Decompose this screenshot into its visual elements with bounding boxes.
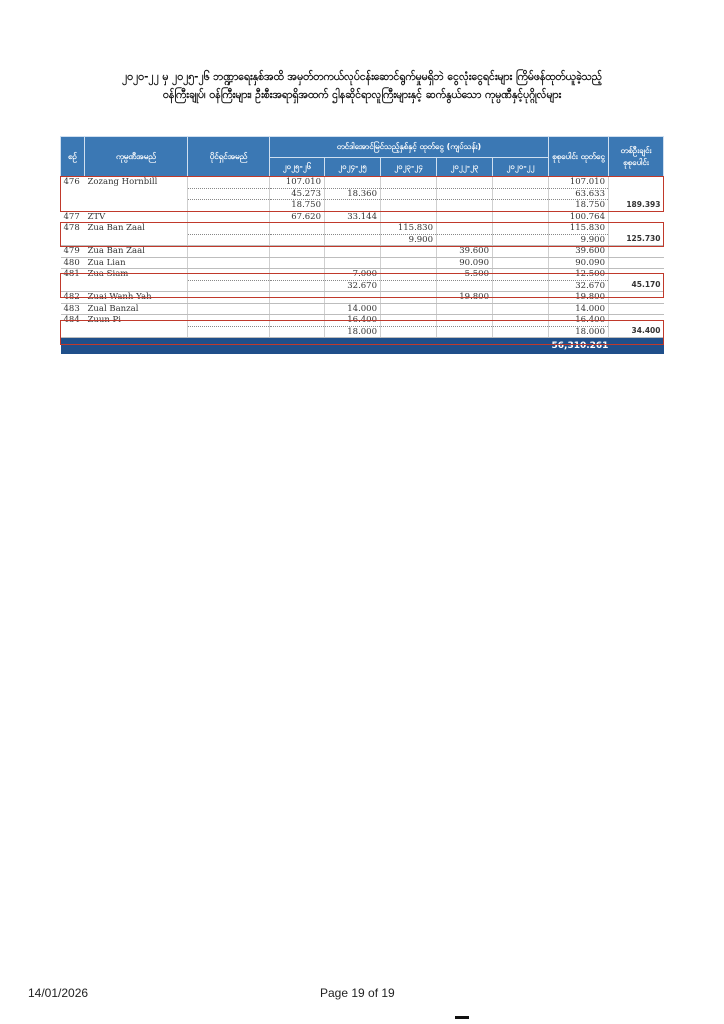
cell-sum: 16.400 <box>549 315 609 327</box>
cell-no: 482 <box>61 292 85 304</box>
cell-sum: 115.830 <box>549 223 609 235</box>
cell-owner <box>188 211 270 223</box>
table-row <box>61 223 664 235</box>
cell-owner <box>188 269 270 281</box>
table-row <box>61 257 664 269</box>
cell-grand <box>609 303 664 315</box>
cell-no: 477 <box>61 211 85 223</box>
cell-grand: 45.170 <box>609 280 664 292</box>
cell-y5 <box>493 211 549 223</box>
cell-y3: 115.830 <box>381 223 437 235</box>
cell-grand <box>609 315 664 327</box>
cell-sum: 14.000 <box>549 303 609 315</box>
cell-company: Zuun Pi <box>87 315 121 326</box>
header-sum: စုစုပေါင်း ထုတ်ငွေ <box>549 137 609 177</box>
cell-y1 <box>270 269 325 281</box>
cell-y1: 18.750 <box>270 200 325 212</box>
table-row <box>61 234 664 246</box>
cell-owner <box>188 315 270 327</box>
cell-y4 <box>437 188 493 200</box>
cell-y4 <box>437 234 493 246</box>
cell-y4 <box>437 200 493 212</box>
grand-total-row <box>61 338 664 355</box>
cell-sum: 107.010 <box>549 177 609 189</box>
cell-y4: 39.600 <box>437 246 493 258</box>
cell-company: ZTV <box>85 211 188 223</box>
cell-y2: 16.400 <box>325 315 381 327</box>
cell-no <box>61 200 85 212</box>
cell-no: 481 <box>63 269 80 280</box>
cell-company <box>85 188 188 200</box>
cell-y2: 33.144 <box>325 211 381 223</box>
cell-y2 <box>325 200 381 212</box>
cell-sum: 63.633 <box>549 188 609 200</box>
cell-y5 <box>493 188 549 200</box>
cell-y2 <box>325 292 381 304</box>
cell-y4: 5.500 <box>437 269 493 281</box>
cell-owner <box>188 234 270 246</box>
cell-y1 <box>270 223 325 235</box>
cell-owner <box>188 188 270 200</box>
cell-y1: 45.273 <box>270 188 325 200</box>
cell-y2: 32.670 <box>325 280 381 292</box>
cell-y5 <box>493 246 549 258</box>
cell-y2 <box>325 246 381 258</box>
table-row <box>61 292 664 304</box>
footer-mark <box>455 1016 469 1019</box>
table-row <box>61 188 664 200</box>
cell-y3: 9.900 <box>381 234 437 246</box>
cell-company: Zuai Wanh Yah <box>85 292 188 304</box>
company-table <box>60 136 664 354</box>
table-row <box>61 246 664 258</box>
cell-company <box>85 326 188 338</box>
cell-company: Zual Banzal <box>85 303 188 315</box>
cell-y3 <box>381 292 437 304</box>
cell-company: Zua Siam <box>87 269 129 280</box>
cell-y4 <box>437 223 493 235</box>
grand-total-spacer <box>61 338 549 355</box>
cell-sum: 19.800 <box>549 292 609 304</box>
cell-company: Zozang Hornbill <box>87 177 158 188</box>
cell-y4 <box>437 177 493 189</box>
cell-owner <box>188 223 270 235</box>
cell-company: Zua Lian <box>85 257 188 269</box>
cell-y2: 14.000 <box>325 303 381 315</box>
table-row <box>61 303 664 315</box>
cell-y3 <box>381 315 437 327</box>
cell-y3 <box>381 211 437 223</box>
cell-no: 483 <box>61 303 85 315</box>
cell-grand <box>609 257 664 269</box>
table-row <box>61 200 664 212</box>
cell-company <box>85 234 188 246</box>
cell-y5 <box>493 223 549 235</box>
cell-y5 <box>493 315 549 327</box>
cell-owner <box>188 177 270 189</box>
cell-y3 <box>381 303 437 315</box>
cell-y4 <box>437 315 493 327</box>
cell-y1 <box>270 315 325 327</box>
cell-no: 478 <box>63 223 80 234</box>
table-row <box>61 177 664 189</box>
cell-owner <box>188 257 270 269</box>
cell-sum: 39.600 <box>549 246 609 258</box>
cell-y1 <box>270 280 325 292</box>
table-row <box>61 326 664 338</box>
cell-grand <box>609 292 664 304</box>
cell-y2 <box>325 223 381 235</box>
cell-y3 <box>381 257 437 269</box>
header-grand: တစ်ဦးချင်း စုစုပေါင်း <box>609 137 664 177</box>
cell-no: 479 <box>61 246 85 258</box>
cell-y2 <box>325 234 381 246</box>
cell-y5 <box>493 200 549 212</box>
header-year: ၂၀၂၄-၂၅ <box>325 158 381 177</box>
cell-y4 <box>437 326 493 338</box>
cell-y1: 107.010 <box>270 177 325 189</box>
cell-y5 <box>493 269 549 281</box>
cell-no: 480 <box>61 257 85 269</box>
header-year: ၂၀၂၃-၂၄ <box>381 158 437 177</box>
cell-grand <box>609 188 664 200</box>
cell-y3 <box>381 280 437 292</box>
title-line-2: ဝန်ကြီးချုပ်၊ ဝန်ကြီးများ၊ ဦးစီးအရာရှိအထက် ဌါနဆိုင်ရာလူကြီးများနှင့် ဆက်နွယ်သော ကုမ္ပဏီနှင့်ပုဂ္ဂိုလ်များ <box>162 89 562 101</box>
cell-y1 <box>270 326 325 338</box>
cell-y1 <box>270 292 325 304</box>
page-title <box>40 68 684 104</box>
footer-page-number: Page 19 of 19 <box>320 986 395 1000</box>
grand-total-spacer <box>609 338 664 355</box>
cell-sum: 12.500 <box>549 269 609 281</box>
cell-owner <box>188 246 270 258</box>
cell-sum: 9.900 <box>549 234 609 246</box>
cell-y3 <box>381 188 437 200</box>
header-year: ၂၀၂၅-၂၆ <box>270 158 325 177</box>
cell-sum: 18.750 <box>549 200 609 212</box>
cell-y1 <box>270 303 325 315</box>
header-owner: ပိုင်ရှင်အမည် <box>188 137 270 177</box>
cell-y3 <box>381 326 437 338</box>
cell-y4: 90.090 <box>437 257 493 269</box>
header-tender-group: တင်ဒါအောင်မြင်သည့်နှစ်နှင့် ထုတ်ငွေ (ကျပ်သန်း) <box>270 137 549 158</box>
cell-company <box>85 200 188 212</box>
cell-sum: 100.764 <box>549 211 609 223</box>
cell-grand <box>609 211 664 223</box>
cell-no <box>61 188 85 200</box>
cell-company: Zua Ban Zaal <box>87 223 145 234</box>
table-row <box>61 315 664 327</box>
cell-owner <box>188 280 270 292</box>
cell-y2 <box>325 177 381 189</box>
cell-y1 <box>270 257 325 269</box>
grand-total-value: 56,310.261 <box>549 338 609 355</box>
cell-y5 <box>493 234 549 246</box>
cell-y3 <box>381 200 437 212</box>
cell-y5 <box>493 280 549 292</box>
cell-y4: 19.800 <box>437 292 493 304</box>
title-line-1: ၂၀၂၀-၂၂ မှ ၂၀၂၅-၂၆ ဘဏ္ဍာရေးနှစ်အထိ အမှတ်တကယ်လုပ်ငန်းဆောင်ရွက်မှုမရှိဘဲ ငွေလုံးငွေရင်းများ ကြိမ်ဖန်ထုတ်ယူခဲ့သည့် <box>121 71 603 83</box>
cell-grand <box>609 223 664 235</box>
cell-y3 <box>381 177 437 189</box>
cell-y3 <box>381 246 437 258</box>
cell-y5 <box>493 326 549 338</box>
cell-company: Zua Ban Zaal <box>85 246 188 258</box>
cell-sum: 18.000 <box>549 326 609 338</box>
cell-y4 <box>437 280 493 292</box>
cell-no <box>61 280 85 292</box>
cell-owner <box>188 292 270 304</box>
cell-y2 <box>325 257 381 269</box>
header-year: ၂၀၂၀-၂၂ <box>493 158 549 177</box>
cell-no: 476 <box>63 177 80 188</box>
table-row <box>61 269 664 281</box>
header-company: ကုမ္ပဏီအမည် <box>85 137 188 177</box>
cell-owner <box>188 326 270 338</box>
cell-grand: 189.393 <box>609 200 664 212</box>
footer-date: 14/01/2026 <box>28 986 89 1000</box>
cell-y5 <box>493 257 549 269</box>
cell-y5 <box>493 292 549 304</box>
table-row <box>61 211 664 223</box>
cell-sum: 90.090 <box>549 257 609 269</box>
cell-y3 <box>381 269 437 281</box>
header-year: ၂၀၂၂-၂၃ <box>437 158 493 177</box>
table-row <box>61 280 664 292</box>
cell-grand <box>609 177 664 189</box>
cell-no <box>61 326 85 338</box>
cell-owner <box>188 303 270 315</box>
cell-y1 <box>270 246 325 258</box>
cell-y1: 67.620 <box>270 211 325 223</box>
cell-y2: 18.360 <box>325 188 381 200</box>
cell-grand <box>609 246 664 258</box>
cell-grand <box>609 269 664 281</box>
cell-y4 <box>437 211 493 223</box>
header-no: စဉ် <box>61 137 85 177</box>
cell-sum: 32.670 <box>549 280 609 292</box>
cell-y4 <box>437 303 493 315</box>
cell-no: 484 <box>63 315 80 326</box>
cell-y5 <box>493 177 549 189</box>
cell-grand: 125.730 <box>609 234 664 246</box>
cell-y2: 18.000 <box>325 326 381 338</box>
cell-y2: 7.000 <box>325 269 381 281</box>
cell-no <box>61 234 85 246</box>
cell-owner <box>188 200 270 212</box>
cell-y5 <box>493 303 549 315</box>
cell-grand: 34.400 <box>609 326 664 338</box>
cell-y1 <box>270 234 325 246</box>
cell-company <box>85 280 188 292</box>
